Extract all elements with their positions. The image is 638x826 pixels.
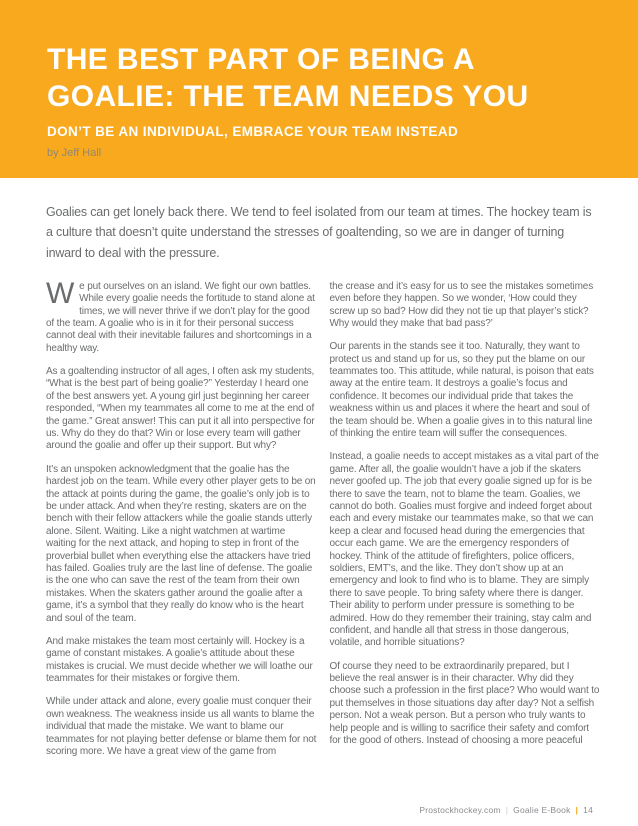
footer-separator-accent: |: [575, 805, 579, 815]
title-line-1: THE BEST PART OF BEING A: [47, 43, 475, 76]
paragraph: And make mistakes the team most certainly will. Hockey is a game of constant mistakes. A goalie’s attitude about these mistakes is crucial. We must decide whether we will loathe our teammates for their mistakes or forgive them.: [46, 635, 313, 685]
paragraph: While under attack and alone, every goalie must conquer their own weakness. The weakness inside us all wants to blame the individual that made the mistake. We want to blame our teammates for not playing better defense or blame them for not scoring more. We have a great view of the game from: [46, 696, 317, 758]
byline: by Jeff Hall: [47, 147, 102, 160]
article-columns: [46, 276, 600, 770]
footer-site: Prostockhockey.com: [419, 805, 501, 815]
paragraph-text: e put ourselves on an island. We fight our own battles. While every goalie needs the fortitude to stand alone at times, we will never thrive if we don’t play for the good of the team. A goalie who is in it for their personal success cannot deal with their inevitable failures and shortcomings in a healthy way.: [46, 280, 315, 354]
page-title: [47, 42, 598, 115]
title-line-2: GOALIE: THE TEAM NEEDS YOU: [47, 79, 529, 113]
left-column: [46, 276, 317, 770]
paragraph: Of course they need to be extraordinarily prepared, but I believe the real answer is in their character. Why did they choose such a profession in the first place? Who would want to put themselves in those situations day after day? Not a selfish person. Not a weak person. But a person who truly wants to help people and is willing to sacrifice their safety and comfort for the good of others. Instead of choosing a more peaceful: [329, 660, 600, 747]
paragraph: Instead, a goalie needs to accept mistakes as a vital part of the game. After all, the goalie wouldn’t have a job if the skaters never goofed up. The job that every goalie signed up for is be there to save the team, not to blame the team. Goalies, we cannot do both. Goalies must forgive and indeed forget about each and every mistake our teammates make, so that we can keep a clear and focused head during the emergencies that occur each game. We are the emergency responders of hockey. Think of the attitude of firefighters, police officers, soldiers, EMT’s, and the like. They don’t show up at an emergency and look to find who is to blame. They are simply there to save people. To bring safety where there is danger. Their ability to perform under pressure is something to be admired. How do they remember their training, stay calm and confident, and handle all that stress in those dangerous, volatile, and horrible situations?: [329, 451, 599, 649]
paragraph: [46, 276, 317, 355]
paragraph: the crease and it’s easy for us to see the mistakes sometimes even before they happen. So we wonder, ‘How could they screw up so bad? How did they not tie up that player’s stick? Why would they make that bad pass?’: [329, 280, 594, 329]
footer: [419, 805, 593, 815]
hero-header: [0, 0, 638, 178]
paragraph: It’s an unspoken acknowledgment that the goalie has the hardest job on the team. While every other player gets to be on the attack at points during the game, the goalie’s only job is to be under attack. And when they’re resting, skaters are on the bench with their fellow attackers while the goalie stands utterly alone. Silent. Waiting. Like a night watchmen at wartime waiting for the next attack, and hoping to step in front of the proverbial bullet when everything else the attackers have tried has failed. Goalies truly are the last line of defense. The goalie is the one who can save the rest of the team from their own mistakes. When the skaters gather around the goalie after a game, it’s a symbol that they really do know who is the heart and soul of the team.: [46, 463, 316, 624]
right-column: [330, 281, 601, 770]
paragraph: As a goaltending instructor of all ages, I often ask my students, “What is the best part of being goalie?” Yesterday I heard one of the best answers yet. A young girl just beginning her career responded, “When my teammates all come to me at the end of the game.” Great answer! This can put it all into perspective for us. Why do they do that? Win or lose every team will gather around the goalie and offer up their support. But why?: [46, 366, 315, 452]
intro-paragraph: Goalies can get lonely back there. We tend to feel isolated from our team at times. The hockey team is a culture that doesn’t quite understand the stresses of goaltending, so we are in danger of turning inward to deal with the pressure.: [46, 205, 592, 260]
footer-page-number: 14: [583, 805, 593, 815]
footer-separator: |: [505, 805, 509, 815]
subtitle: DON’T BE AN INDIVIDUAL, EMBRACE YOUR TEAM INSTEAD: [47, 124, 459, 140]
article-content: [0, 202, 638, 769]
paragraph: Our parents in the stands see it too. Naturally, they want to protect us and stand up for us, so they put the blame on our teammates too. This attitude, while natural, is poison that eats away at the entire team. It destroys a goalie’s focus and confidence. It becomes our individual pride that takes the weakness within us and places it where the heart and soul of the team should be. When a goalie gives in to this natural line of thinking the entire team will suffer the consequences.: [329, 341, 594, 440]
footer-book-title: Goalie E-Book: [513, 805, 571, 815]
drop-cap: W: [46, 276, 75, 310]
